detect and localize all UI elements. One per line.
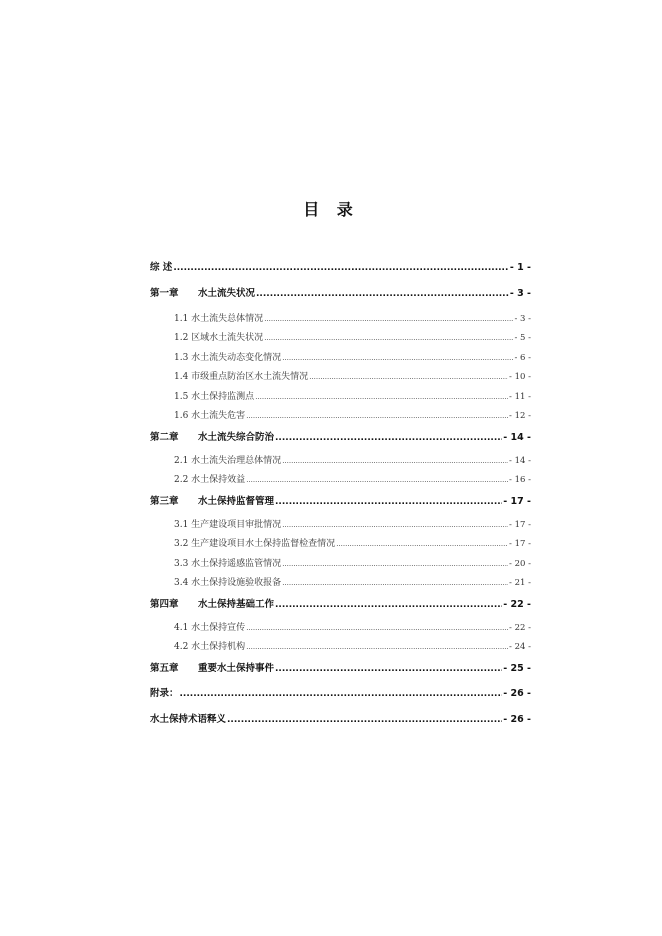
toc-page-number: - 6 -: [514, 353, 531, 363]
toc-dot-leader: [282, 453, 508, 469]
toc-page-number: - 3 -: [514, 314, 531, 324]
toc-dot-leader: [246, 639, 508, 655]
toc-entry-text: 1.1 水土流失总体情况: [174, 314, 264, 324]
toc-section-entry: [174, 517, 531, 533]
toc-entry-label: [174, 620, 245, 636]
toc-dot-leader: [173, 260, 509, 276]
toc-dot-leader: [246, 620, 508, 636]
toc-section-entry: [174, 330, 531, 346]
toc-entry-text: 3.1 生产建设项目审批情况: [174, 520, 282, 530]
toc-section-entry: [174, 369, 531, 385]
toc-dot-leader: [255, 389, 508, 405]
toc-entry-label: [174, 369, 308, 385]
toc-entry-text: 综 述: [150, 262, 173, 273]
toc-section-entry: [174, 389, 531, 405]
toc-chapter-entry: [150, 661, 531, 677]
toc-entry-label: [174, 311, 263, 327]
toc-entry-text: 3.2 生产建设项目水土保持监督检查情况: [174, 539, 336, 549]
toc-chapter-entry: [150, 286, 531, 302]
toc-page-number: - 14 -: [509, 456, 531, 466]
toc-entry-label: [174, 350, 281, 366]
toc-chapter-number: 第四章: [150, 599, 179, 610]
toc-page-number: - 14 -: [503, 432, 531, 443]
toc-dot-leader: [180, 686, 503, 702]
toc-chapter-number: 第三章: [150, 496, 179, 507]
toc-entry-text: 重要水土保持事件: [198, 663, 275, 674]
toc-entry-text: 1.5 水土保持监测点: [174, 392, 255, 402]
toc-dot-leader: [264, 330, 513, 346]
toc-chapter-entry: [150, 430, 531, 446]
toc-entry-label: [150, 494, 274, 510]
toc-chapter-number: 第二章: [150, 432, 179, 443]
toc-page-number: - 11 -: [509, 392, 531, 402]
toc-entry-label: [174, 639, 245, 655]
toc-entry-text: 1.4 市级重点防治区水土流失情况: [174, 372, 309, 382]
toc-entry-text: 水土保持监督管理: [198, 496, 275, 507]
toc-page-number: - 10 -: [509, 372, 531, 382]
toc-entry-label: [150, 286, 255, 302]
toc-page-number: - 3 -: [509, 288, 531, 299]
toc-section-entry: [174, 536, 531, 552]
toc-entry-text: 水土保持基础工作: [198, 599, 275, 610]
toc-entry-label: [174, 575, 281, 591]
toc-entry-text: 2.2 水土保持效益: [174, 475, 246, 485]
toc-dot-leader: [282, 556, 508, 572]
toc-page-number: - 25 -: [503, 663, 531, 674]
toc-page-number: - 17 -: [509, 539, 531, 549]
toc-entry-label: [174, 556, 281, 572]
toc-entry-label: [150, 686, 179, 702]
toc-page-number: - 17 -: [503, 496, 531, 507]
toc-entry-label: [150, 597, 274, 613]
toc-dot-leader: [275, 597, 502, 613]
toc-page-number: - 24 -: [509, 642, 531, 652]
toc-page-number: - 16 -: [509, 475, 531, 485]
toc-entry-label: [174, 408, 245, 424]
toc-dot-leader: [275, 494, 502, 510]
toc-dot-leader: [282, 350, 513, 366]
toc-chapter-entry: [150, 260, 531, 276]
toc-dot-leader: [227, 712, 502, 728]
toc-entry-label: [174, 389, 254, 405]
toc-dot-leader: [256, 286, 509, 302]
toc-page-number: - 1 -: [509, 262, 531, 273]
toc-entry-label: [150, 430, 274, 446]
toc-chapter-entry: [150, 712, 531, 728]
toc-entry-label: [174, 517, 281, 533]
toc-dot-leader: [282, 517, 508, 533]
toc-chapter-number: 第一章: [150, 288, 179, 299]
toc-entry-text: 3.3 水土保持遥感监管情况: [174, 559, 282, 569]
toc-entry-text: 水土流失综合防治: [198, 432, 275, 443]
toc-section-entry: [174, 350, 531, 366]
toc-dot-leader: [246, 408, 508, 424]
toc-chapter-entry: [150, 597, 531, 613]
toc-dot-leader: [275, 661, 502, 677]
toc-page-number: - 21 -: [509, 578, 531, 588]
toc-section-entry: [174, 575, 531, 591]
toc-section-entry: [174, 472, 531, 488]
toc-page-number: - 12 -: [509, 411, 531, 421]
toc-entry-text: 2.1 水土流失治理总体情况: [174, 456, 282, 466]
toc-dot-leader: [264, 311, 513, 327]
toc-entry-text: 4.1 水土保持宣传: [174, 623, 246, 633]
toc-entry-label: [174, 453, 281, 469]
toc-entry-text: 1.6 水土流失危害: [174, 411, 246, 421]
toc-page-number: - 20 -: [509, 559, 531, 569]
toc-section-entry: [174, 620, 531, 636]
toc-page-number: - 22 -: [503, 599, 531, 610]
toc-title: 目 录: [303, 200, 359, 219]
toc-dot-leader: [336, 536, 508, 552]
toc-entry-label: [174, 472, 245, 488]
toc-entry-text: 1.3 水土流失动态变化情况: [174, 353, 282, 363]
toc-chapter-entry: [150, 686, 531, 702]
toc-page-number: - 5 -: [514, 333, 531, 343]
toc-page-number: - 26 -: [503, 714, 531, 725]
toc-page-number: - 17 -: [509, 520, 531, 530]
toc-entry-text: 4.2 水土保持机构: [174, 642, 246, 652]
toc-chapter-number: 第五章: [150, 663, 179, 674]
toc-entry-text: 水土流失状况: [198, 288, 256, 299]
toc-page-number: - 26 -: [503, 688, 531, 699]
toc-entry-label: [150, 712, 226, 728]
toc-dot-leader: [309, 369, 508, 385]
toc-section-entry: [174, 408, 531, 424]
toc-section-entry: [174, 556, 531, 572]
toc-entry-text: 附录：: [150, 688, 179, 699]
toc-dot-leader: [275, 430, 502, 446]
toc-entry-label: [150, 260, 172, 276]
toc-chapter-entry: [150, 494, 531, 510]
toc-section-entry: [174, 453, 531, 469]
toc-entry-text: 1.2 区域水土流失状况: [174, 333, 264, 343]
toc-entry-label: [174, 330, 263, 346]
toc-entry-label: [174, 536, 335, 552]
toc-section-entry: [174, 639, 531, 655]
toc-section-entry: [174, 311, 531, 327]
toc-dot-leader: [246, 472, 508, 488]
toc-entry-text: 3.4 水土保持设施验收报备: [174, 578, 282, 588]
toc-entry-text: 水土保持术语释义: [150, 714, 227, 725]
toc-page-number: - 22 -: [509, 623, 531, 633]
toc-dot-leader: [282, 575, 508, 591]
toc-entry-label: [150, 661, 274, 677]
